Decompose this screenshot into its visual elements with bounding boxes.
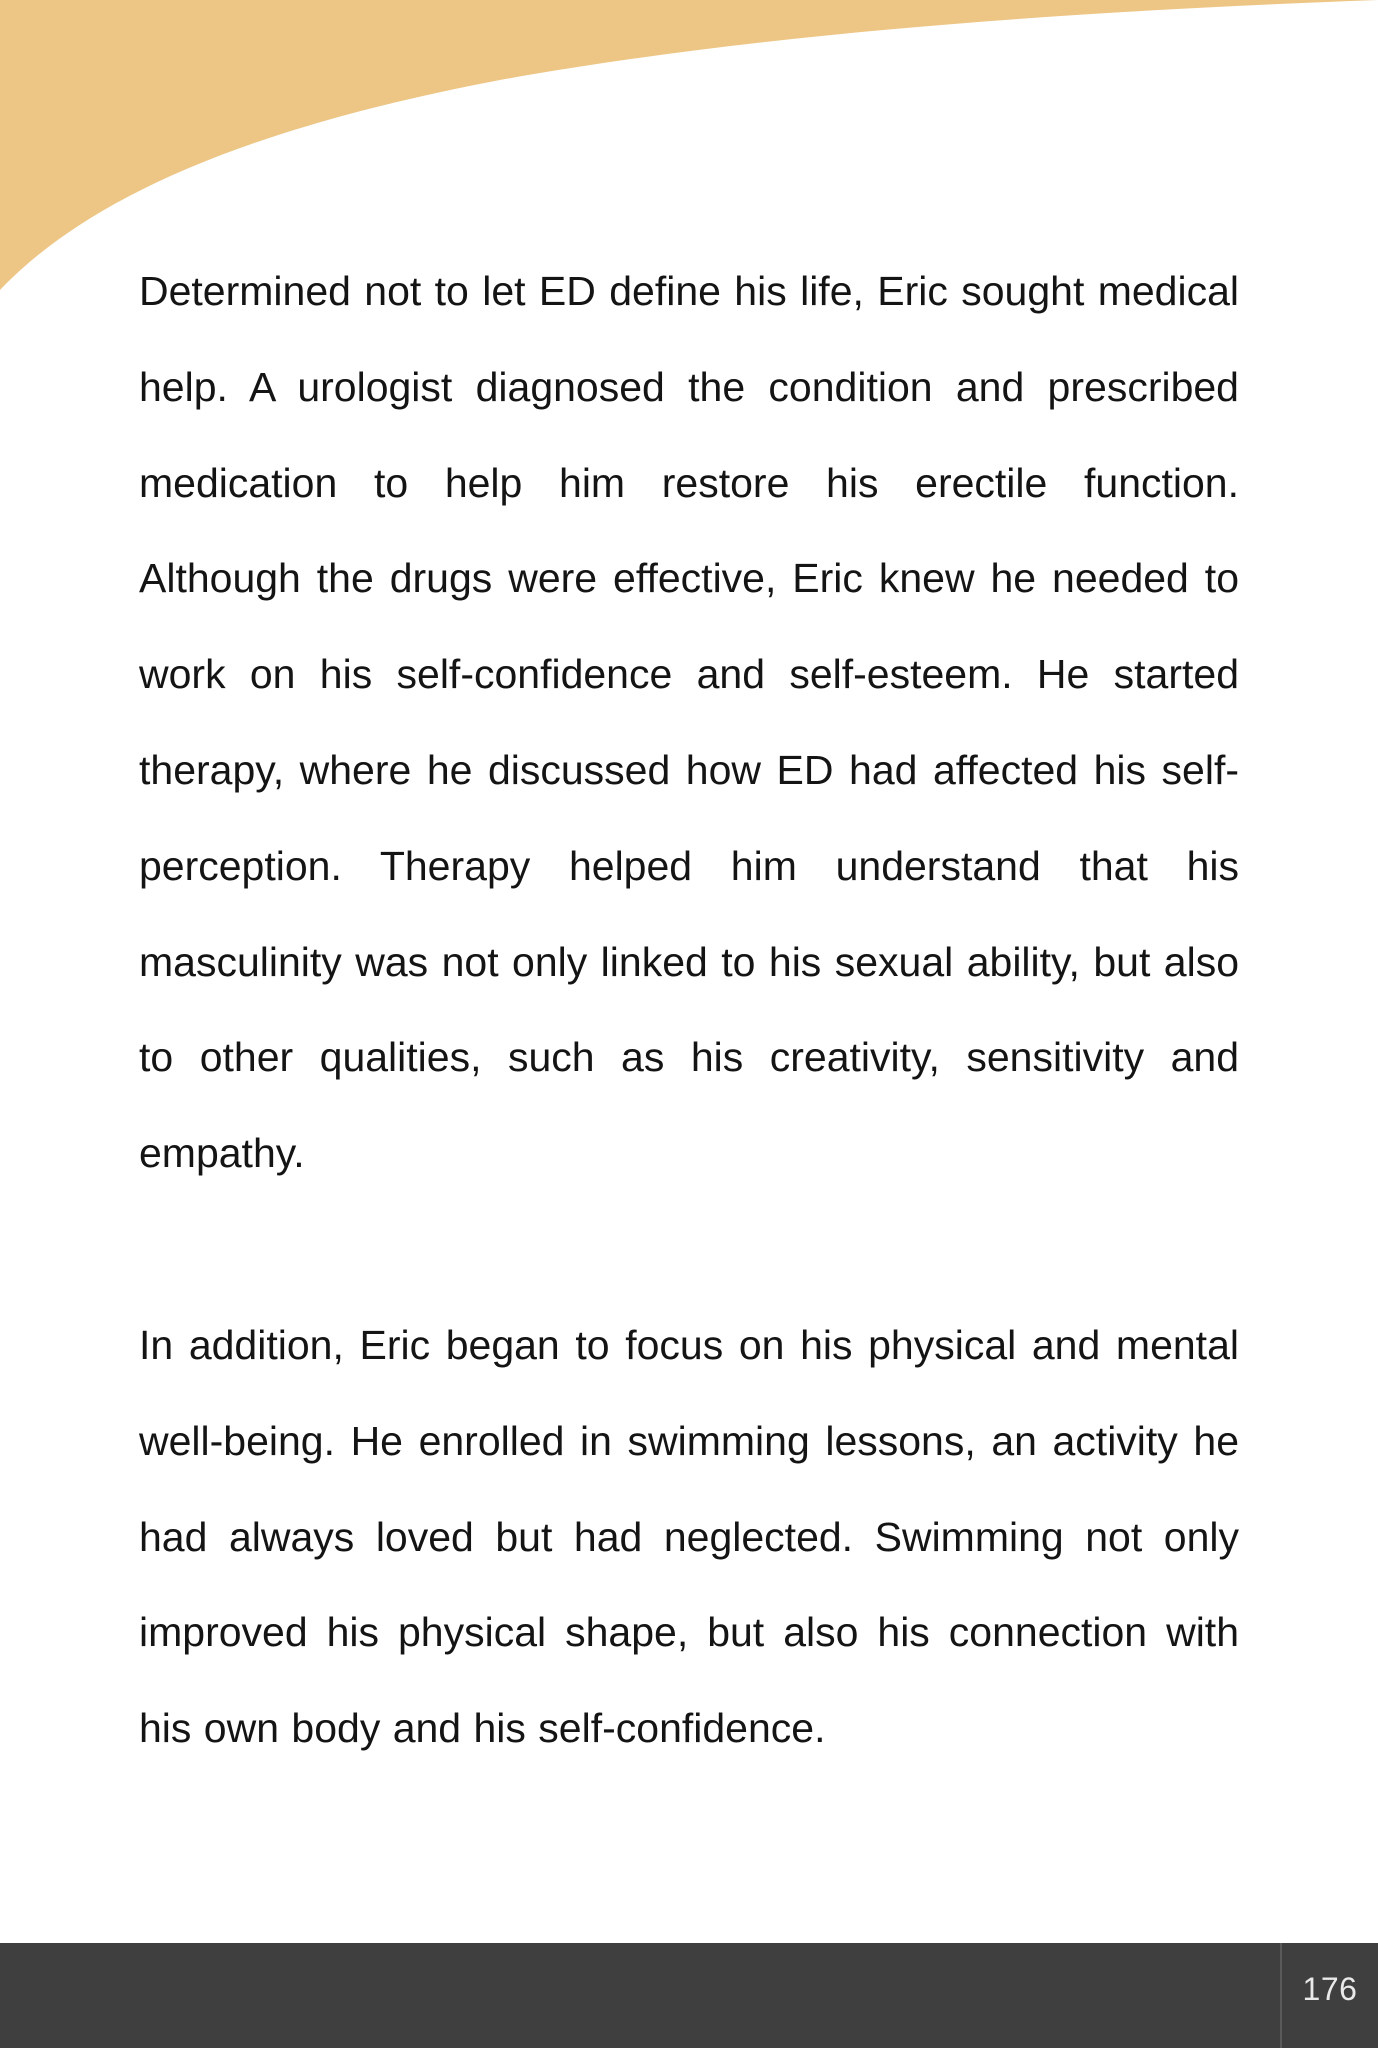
body-paragraph-2: In addition, Eric began to focus on his physical and mental well-being. He enrolled in swimming lessons, an activity he had always loved but had neglected. Swimming not only improved his physical shape, but also his connection with his own body and his self-confidence. [139,1321,1239,1752]
footer-bar [0,1943,1378,2048]
page-content [139,244,1239,1777]
page-number: 176 [1302,1971,1358,2007]
page-number-box [1280,1943,1378,2048]
body-paragraph-1: Determined not to let ED define his life, Eric sought medical help. A urologist diagnosed the condition and prescribed medication to help him restore his erectile function. Although the drugs were effective, Eric knew he needed to work on his self-confidence and self-esteem. He started therapy, where he discussed how ED had affected his self-perception. Therapy helped him understand that his masculinity was not only linked to his sexual ability, but also to other qualities, such as his creativity, sensitivity and empathy. [139,268,1239,1177]
